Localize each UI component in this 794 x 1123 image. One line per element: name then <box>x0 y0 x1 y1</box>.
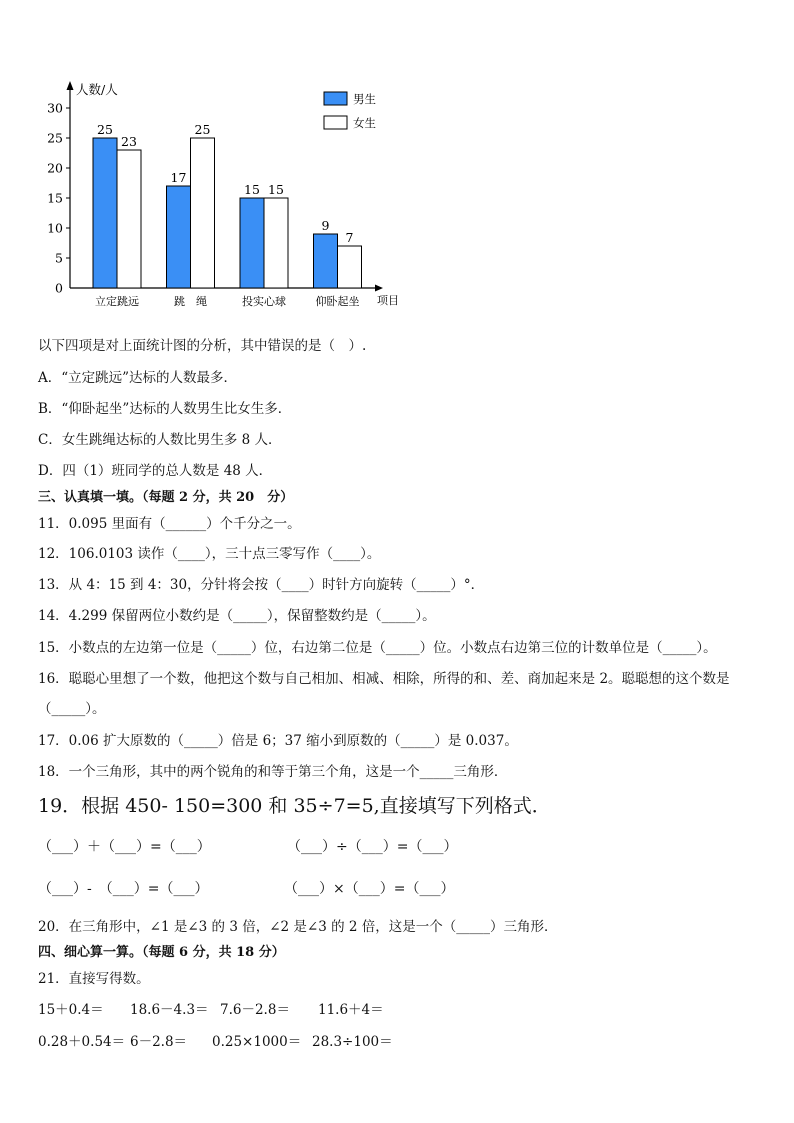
data-label: 15 <box>268 182 284 197</box>
legend-label: 女生 <box>353 116 376 130</box>
x-axis-label: 项目 <box>377 294 399 307</box>
q19-row2-left: （___）- （___）=（___） <box>38 881 209 897</box>
bar-boys <box>240 198 264 288</box>
category-label: 投实心球 <box>242 295 286 308</box>
calc-7: 0.25×1000＝ <box>212 1034 302 1050</box>
option-a: A．“立定跳远”达标的人数最多． <box>38 370 238 386</box>
bar-boys <box>314 234 338 288</box>
y-tick-label: 20 <box>47 160 63 176</box>
option-d: D．四（1）班同学的总人数是 48 人． <box>38 463 273 479</box>
category-label: 立定跳远 <box>95 295 139 308</box>
y-tick-label: 10 <box>47 220 63 236</box>
data-label: 17 <box>170 170 187 185</box>
y-tick-label: 5 <box>55 250 63 266</box>
data-label: 25 <box>194 122 211 137</box>
legend-swatch <box>324 92 347 105</box>
bar-girls <box>264 198 288 288</box>
category-label: 跳 绳 <box>174 295 207 308</box>
question-13: 13．从 4：15 到 4：30，分针将会按（____）时针方向旋转（_____）°． <box>38 577 485 593</box>
bar-boys <box>167 186 191 288</box>
calc-8: 28.3÷100＝ <box>312 1034 393 1050</box>
category-label: 仰卧起坐 <box>315 295 360 308</box>
data-label: 23 <box>121 134 137 149</box>
calc-5: 0.28＋0.54＝ <box>38 1034 126 1050</box>
question-21: 21．直接写得数。 <box>38 971 150 987</box>
question-18: 18．一个三角形，其中的两个锐角的和等于第三个角，这是一个_____三角形． <box>38 764 508 780</box>
data-label: 15 <box>244 182 260 197</box>
legend-swatch <box>324 116 347 129</box>
y-tick-label: 25 <box>47 130 63 146</box>
x-axis-arrow <box>375 285 383 292</box>
bar-boys <box>93 138 117 288</box>
y-tick-label: 15 <box>47 190 63 206</box>
q19-row1-right: （___）÷（___）=（___） <box>287 839 458 855</box>
question-12: 12．106.0103 读作（____），三十点三零写作（____）。 <box>38 546 381 562</box>
bar-chart <box>30 78 410 318</box>
q19-row1-left: （___）＋（___）=（___） <box>38 839 211 855</box>
legend-label: 男生 <box>353 92 376 106</box>
question-11: 11．0.095 里面有（______）个千分之一。 <box>38 516 301 532</box>
calc-6: 6－2.8＝ <box>130 1034 188 1050</box>
q19-row2-right: （___）×（___）=（___） <box>284 881 455 897</box>
calc-4: 11.6＋4＝ <box>318 1002 384 1018</box>
question-14: 14．4.299 保留两位小数约是（_____），保留整数约是（_____）。 <box>38 608 436 624</box>
calc-1: 15＋0.4＝ <box>38 1002 104 1018</box>
question-stem: 以下四项是对上面统计图的分析，其中错误的是（ ）. <box>38 338 367 354</box>
question-15: 15．小数点的左边第一位是（_____）位，右边第二位是（_____）位。小数点右边第三位的计数单位是（_____）。 <box>38 640 717 656</box>
bar-girls <box>117 150 141 288</box>
section-3-title: 三、认真填一填。（每题 2 分，共 20 分） <box>38 490 294 505</box>
question-20: 20．在三角形中，∠1 是∠3 的 3 倍，∠2 是∠3 的 2 倍，这是一个（_____）三角形． <box>38 919 558 935</box>
y-tick-label: 0 <box>55 280 63 296</box>
calc-3: 7.6－2.8＝ <box>220 1002 290 1018</box>
y-tick-label: 30 <box>47 100 63 116</box>
question-17: 17．0.06 扩大原数的（_____）倍是 6；37 缩小到原数的（_____）是 0.037。 <box>38 733 518 749</box>
y-axis-label: 人数/人 <box>76 82 118 97</box>
bar-girls <box>191 138 215 288</box>
option-c: C．女生跳绳达标的人数比男生多 8 人． <box>38 432 282 448</box>
question-16: 16．聪聪心里想了一个数，他把这个数与自己相加、相减、相除，所得的和、差、商加起来是 2。聪聪想的这个数是 <box>38 671 730 687</box>
option-b: B．“仰卧起坐”达标的人数男生比女生多． <box>38 401 292 417</box>
question-16-answer: （_____）。 <box>38 701 106 717</box>
y-axis-arrow <box>67 81 74 90</box>
question-19: 19．根据 450- 150=300 和 35÷7=5,直接填写下列格式． <box>38 795 551 817</box>
section-4-title: 四、细心算一算。（每题 6 分，共 18 分） <box>38 945 285 960</box>
data-label: 9 <box>321 218 330 233</box>
data-label: 25 <box>97 122 113 137</box>
data-label: 7 <box>345 230 354 245</box>
bar-girls <box>338 246 362 288</box>
calc-2: 18.6－4.3＝ <box>130 1002 209 1018</box>
